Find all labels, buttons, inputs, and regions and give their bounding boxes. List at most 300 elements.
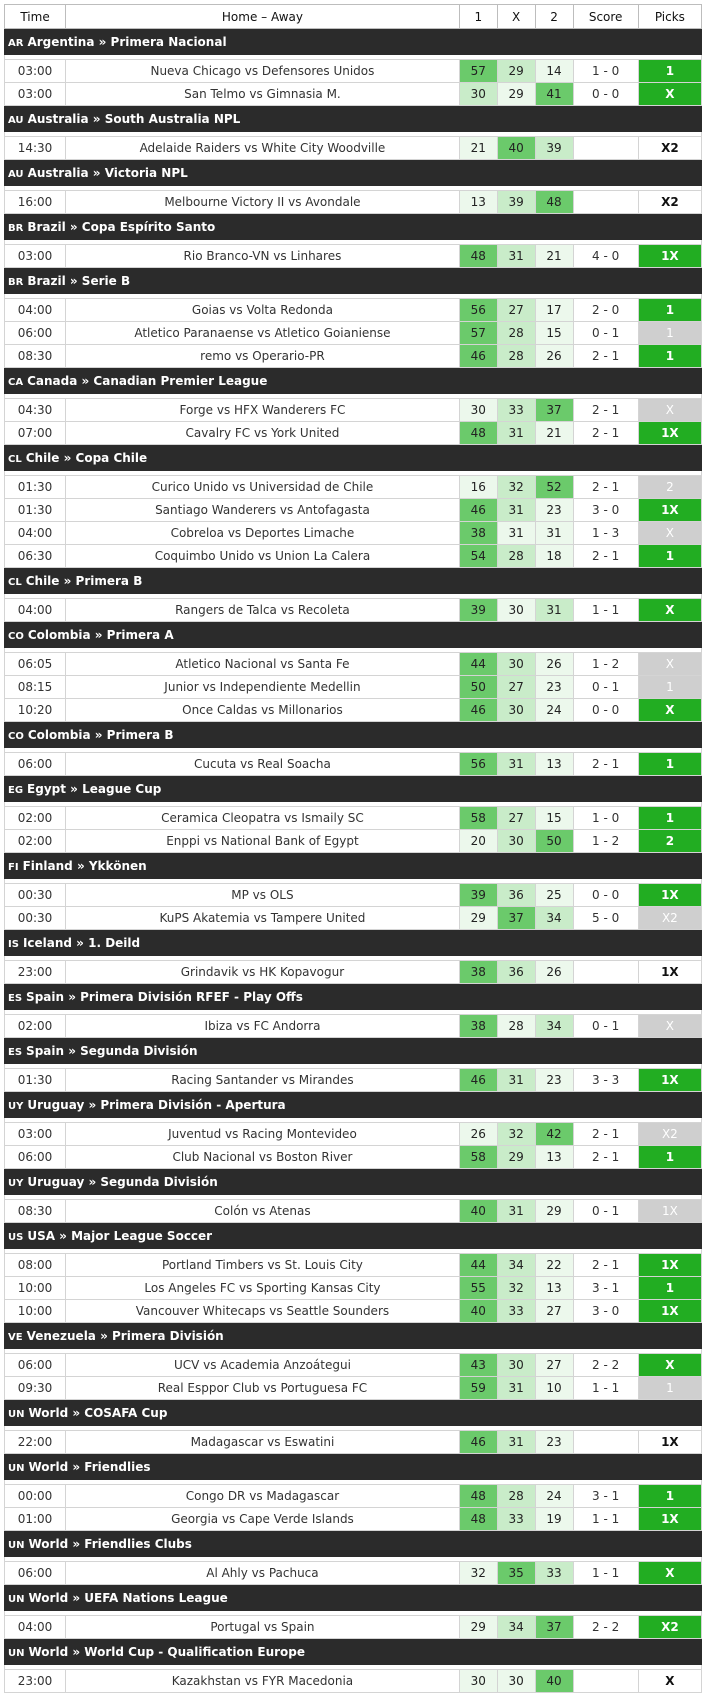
- home-win-probability: 48: [459, 1485, 497, 1508]
- home-win-probability: 50: [459, 676, 497, 699]
- match-time: 08:15: [5, 676, 66, 699]
- match-teams[interactable]: KuPS Akatemia vs Tampere United: [66, 907, 460, 930]
- league-header: [5, 160, 702, 186]
- league-header: [5, 853, 702, 879]
- country-code: UN: [8, 1539, 25, 1551]
- league-header: [5, 368, 702, 394]
- match-teams[interactable]: Rangers de Talca vs Recoleta: [66, 599, 460, 622]
- country-code: CO: [8, 630, 24, 642]
- match-row[interactable]: [5, 1123, 702, 1146]
- home-win-probability: 57: [459, 60, 497, 83]
- match-pick: X2: [638, 1616, 701, 1639]
- match-teams[interactable]: Santiago Wanderers vs Antofagasta: [66, 499, 460, 522]
- draw-probability: 31: [497, 1377, 535, 1400]
- match-teams[interactable]: Racing Santander vs Mirandes: [66, 1069, 460, 1092]
- match-score: 4 - 0: [573, 245, 638, 268]
- away-win-probability: 31: [535, 522, 573, 545]
- match-time: 00:30: [5, 907, 66, 930]
- home-win-probability: 46: [459, 1069, 497, 1092]
- match-row[interactable]: [5, 245, 702, 268]
- home-win-probability: 46: [459, 699, 497, 722]
- match-row[interactable]: [5, 476, 702, 499]
- league-header: [5, 776, 702, 802]
- match-teams[interactable]: Juventud vs Racing Montevideo: [66, 1123, 460, 1146]
- match-teams[interactable]: Los Angeles FC vs Sporting Kansas City: [66, 1277, 460, 1300]
- match-score: 2 - 1: [573, 545, 638, 568]
- league-header: [5, 106, 702, 132]
- match-score: 1 - 3: [573, 522, 638, 545]
- league-title-cell[interactable]: [5, 106, 702, 132]
- header-time[interactable]: Time: [5, 5, 66, 29]
- match-row[interactable]: [5, 1254, 702, 1277]
- home-win-probability: 48: [459, 245, 497, 268]
- draw-probability: 32: [497, 1277, 535, 1300]
- match-score: 2 - 1: [573, 1254, 638, 1277]
- draw-probability: 31: [497, 1069, 535, 1092]
- league-header: [5, 214, 702, 240]
- match-time: 23:00: [5, 1670, 66, 1693]
- home-win-probability: 43: [459, 1354, 497, 1377]
- match-teams[interactable]: Vancouver Whitecaps vs Seattle Sounders: [66, 1300, 460, 1323]
- match-teams[interactable]: Cavalry FC vs York United: [66, 422, 460, 445]
- match-row[interactable]: [5, 422, 702, 445]
- header-score[interactable]: Score: [573, 5, 638, 29]
- league-header: [5, 1400, 702, 1426]
- country-code: UY: [8, 1100, 24, 1112]
- match-teams[interactable]: Cobreloa vs Deportes Limache: [66, 522, 460, 545]
- match-time: 00:30: [5, 884, 66, 907]
- league-title-cell[interactable]: [5, 1223, 702, 1249]
- away-win-probability: 25: [535, 884, 573, 907]
- match-score: 1 - 0: [573, 807, 638, 830]
- match-teams[interactable]: Atletico Paranaense vs Atletico Goianiense: [66, 322, 460, 345]
- match-row[interactable]: [5, 1377, 702, 1400]
- away-win-probability: 37: [535, 399, 573, 422]
- match-score: 2 - 0: [573, 299, 638, 322]
- match-pick: 1: [638, 1377, 701, 1400]
- away-win-probability: 39: [535, 137, 573, 160]
- match-pick: X: [638, 599, 701, 622]
- header-picks[interactable]: Picks: [638, 5, 701, 29]
- match-row[interactable]: [5, 1277, 702, 1300]
- match-row[interactable]: [5, 807, 702, 830]
- home-win-probability: 13: [459, 191, 497, 214]
- match-row[interactable]: [5, 191, 702, 214]
- country-code: ES: [8, 1046, 23, 1058]
- away-win-probability: 33: [535, 1562, 573, 1585]
- league-header: [5, 984, 702, 1010]
- match-row[interactable]: [5, 1562, 702, 1585]
- league-title-cell[interactable]: [5, 1585, 702, 1611]
- away-win-probability: 29: [535, 1200, 573, 1223]
- match-row[interactable]: [5, 1015, 702, 1038]
- match-time: 03:00: [5, 245, 66, 268]
- match-teams[interactable]: MP vs OLS: [66, 884, 460, 907]
- home-win-probability: 56: [459, 753, 497, 776]
- match-time: 02:00: [5, 830, 66, 853]
- home-win-probability: 58: [459, 807, 497, 830]
- match-row[interactable]: [5, 83, 702, 106]
- match-score: [573, 191, 638, 214]
- match-teams[interactable]: Grindavik vs HK Kopavogur: [66, 961, 460, 984]
- home-win-probability: 16: [459, 476, 497, 499]
- draw-probability: 30: [497, 830, 535, 853]
- match-score: [573, 1670, 638, 1693]
- match-row[interactable]: [5, 1616, 702, 1639]
- home-win-probability: 30: [459, 399, 497, 422]
- match-row[interactable]: [5, 599, 702, 622]
- draw-probability: 28: [497, 322, 535, 345]
- match-row[interactable]: [5, 884, 702, 907]
- match-teams[interactable]: Real Esppor Club vs Portuguesa FC: [66, 1377, 460, 1400]
- match-row[interactable]: [5, 1200, 702, 1223]
- league-name: Colombia » Primera A: [27, 627, 174, 642]
- match-row[interactable]: [5, 345, 702, 368]
- league-name: Spain » Primera División RFEF - Play Offs: [26, 989, 303, 1004]
- draw-probability: 33: [497, 1300, 535, 1323]
- match-teams[interactable]: Cucuta vs Real Soacha: [66, 753, 460, 776]
- league-header: [5, 29, 702, 55]
- match-time: 06:00: [5, 322, 66, 345]
- match-teams[interactable]: Madagascar vs Eswatini: [66, 1431, 460, 1454]
- match-time: 04:00: [5, 522, 66, 545]
- league-title-cell[interactable]: [5, 1038, 702, 1064]
- match-row[interactable]: [5, 1354, 702, 1377]
- away-win-probability: 42: [535, 1123, 573, 1146]
- league-header: [5, 1454, 702, 1480]
- league-name: World » Friendlies Clubs: [28, 1536, 192, 1551]
- league-name: Brazil » Serie B: [27, 273, 131, 288]
- match-teams[interactable]: UCV vs Academia Anzoátegui: [66, 1354, 460, 1377]
- home-win-probability: 29: [459, 1616, 497, 1639]
- league-name: Egypt » League Cup: [27, 781, 162, 796]
- league-title-cell[interactable]: [5, 1323, 702, 1349]
- league-title-cell[interactable]: [5, 984, 702, 1010]
- match-pick: 1X: [638, 1200, 701, 1223]
- match-row[interactable]: [5, 1069, 702, 1092]
- match-teams[interactable]: Goias vs Volta Redonda: [66, 299, 460, 322]
- league-header: [5, 1169, 702, 1195]
- league-title-cell[interactable]: [5, 160, 702, 186]
- draw-probability: 30: [497, 1354, 535, 1377]
- draw-probability: 27: [497, 676, 535, 699]
- match-row[interactable]: [5, 137, 702, 160]
- match-teams[interactable]: Curico Unido vs Universidad de Chile: [66, 476, 460, 499]
- away-win-probability: 23: [535, 676, 573, 699]
- league-header: [5, 1092, 702, 1118]
- draw-probability: 31: [497, 1431, 535, 1454]
- match-score: 2 - 1: [573, 1146, 638, 1169]
- home-win-probability: 32: [459, 1562, 497, 1585]
- match-row[interactable]: [5, 1146, 702, 1169]
- match-pick: 1X: [638, 1300, 701, 1323]
- match-pick: X: [638, 1354, 701, 1377]
- league-title-cell[interactable]: [5, 1169, 702, 1195]
- header-home-win[interactable]: 1: [459, 5, 497, 29]
- away-win-probability: 23: [535, 1069, 573, 1092]
- away-win-probability: 27: [535, 1354, 573, 1377]
- league-title-cell[interactable]: [5, 214, 702, 240]
- draw-probability: 31: [497, 522, 535, 545]
- match-time: 10:00: [5, 1277, 66, 1300]
- country-code: EG: [8, 784, 24, 796]
- match-teams[interactable]: Colón vs Atenas: [66, 1200, 460, 1223]
- match-score: 1 - 1: [573, 599, 638, 622]
- match-pick: X2: [638, 191, 701, 214]
- match-pick: 1: [638, 676, 701, 699]
- header-teams[interactable]: Home – Away: [66, 5, 460, 29]
- home-win-probability: 26: [459, 1123, 497, 1146]
- match-score: 1 - 2: [573, 830, 638, 853]
- country-code: VE: [8, 1331, 23, 1343]
- match-pick: 1: [638, 1485, 701, 1508]
- match-time: 10:00: [5, 1300, 66, 1323]
- match-row[interactable]: [5, 1670, 702, 1693]
- match-row[interactable]: [5, 1485, 702, 1508]
- league-title-cell[interactable]: [5, 1092, 702, 1118]
- match-teams[interactable]: Forge vs HFX Wanderers FC: [66, 399, 460, 422]
- away-win-probability: 19: [535, 1508, 573, 1531]
- match-score: 2 - 1: [573, 345, 638, 368]
- match-row[interactable]: [5, 753, 702, 776]
- league-title-cell[interactable]: [5, 268, 702, 294]
- match-row[interactable]: [5, 1300, 702, 1323]
- league-name: Colombia » Primera B: [27, 727, 174, 742]
- match-time: 03:00: [5, 1123, 66, 1146]
- league-header: [5, 622, 702, 648]
- match-row[interactable]: [5, 1431, 702, 1454]
- match-row[interactable]: [5, 299, 702, 322]
- match-time: 01:30: [5, 499, 66, 522]
- home-win-probability: 58: [459, 1146, 497, 1169]
- league-title-cell[interactable]: [5, 930, 702, 956]
- home-win-probability: 30: [459, 1670, 497, 1693]
- league-title-cell[interactable]: [5, 568, 702, 594]
- match-score: 2 - 1: [573, 1123, 638, 1146]
- match-row[interactable]: [5, 676, 702, 699]
- draw-probability: 31: [497, 1200, 535, 1223]
- match-teams[interactable]: Melbourne Victory II vs Avondale: [66, 191, 460, 214]
- country-code: CA: [8, 376, 24, 388]
- league-name: Australia » South Australia NPL: [27, 111, 241, 126]
- match-row[interactable]: [5, 961, 702, 984]
- home-win-probability: 48: [459, 1508, 497, 1531]
- match-time: 03:00: [5, 83, 66, 106]
- league-header: [5, 268, 702, 294]
- match-teams[interactable]: Kazakhstan vs FYR Macedonia: [66, 1670, 460, 1693]
- match-score: 1 - 1: [573, 1508, 638, 1531]
- away-win-probability: 14: [535, 60, 573, 83]
- match-teams[interactable]: Junior vs Independiente Medellin: [66, 676, 460, 699]
- match-row[interactable]: [5, 545, 702, 568]
- predictions-table-wrapper: [4, 4, 702, 1693]
- match-teams[interactable]: Georgia vs Cape Verde Islands: [66, 1508, 460, 1531]
- draw-probability: 37: [497, 907, 535, 930]
- home-win-probability: 40: [459, 1200, 497, 1223]
- match-row[interactable]: [5, 499, 702, 522]
- country-code: CO: [8, 730, 24, 742]
- match-score: [573, 1431, 638, 1454]
- match-teams[interactable]: Portugal vs Spain: [66, 1616, 460, 1639]
- match-teams[interactable]: Atletico Nacional vs Santa Fe: [66, 653, 460, 676]
- league-title-cell[interactable]: [5, 1639, 702, 1665]
- home-win-probability: 39: [459, 599, 497, 622]
- league-title-cell[interactable]: [5, 29, 702, 55]
- league-title-cell[interactable]: [5, 1400, 702, 1426]
- home-win-probability: 39: [459, 884, 497, 907]
- match-teams[interactable]: Ceramica Cleopatra vs Ismaily SC: [66, 807, 460, 830]
- match-pick: 2: [638, 476, 701, 499]
- match-pick: 1: [638, 60, 701, 83]
- away-win-probability: 26: [535, 345, 573, 368]
- match-pick: X: [638, 653, 701, 676]
- home-win-probability: 30: [459, 83, 497, 106]
- league-title-cell[interactable]: [5, 722, 702, 748]
- match-score: 3 - 0: [573, 499, 638, 522]
- match-score: 1 - 1: [573, 1377, 638, 1400]
- draw-probability: 39: [497, 191, 535, 214]
- league-name: Finland » Ykkönen: [22, 858, 147, 873]
- match-pick: X2: [638, 1123, 701, 1146]
- draw-probability: 31: [497, 245, 535, 268]
- match-teams[interactable]: Rio Branco-VN vs Linhares: [66, 245, 460, 268]
- match-row[interactable]: [5, 830, 702, 853]
- match-time: 02:00: [5, 807, 66, 830]
- home-win-probability: 55: [459, 1277, 497, 1300]
- match-time: 06:00: [5, 1146, 66, 1169]
- match-time: 16:00: [5, 191, 66, 214]
- home-win-probability: 38: [459, 522, 497, 545]
- league-name: Brazil » Copa Espírito Santo: [27, 219, 216, 234]
- match-pick: 1: [638, 753, 701, 776]
- match-row[interactable]: [5, 699, 702, 722]
- match-score: 0 - 1: [573, 1015, 638, 1038]
- home-win-probability: 38: [459, 1015, 497, 1038]
- match-pick: 1: [638, 1277, 701, 1300]
- league-header: [5, 1585, 702, 1611]
- match-pick: X: [638, 699, 701, 722]
- header-away-win[interactable]: 2: [535, 5, 573, 29]
- league-title-cell[interactable]: [5, 1454, 702, 1480]
- league-title-cell[interactable]: [5, 622, 702, 648]
- table-header: [5, 5, 702, 29]
- home-win-probability: 46: [459, 1431, 497, 1454]
- match-score: 1 - 0: [573, 60, 638, 83]
- match-score: [573, 961, 638, 984]
- match-pick: X2: [638, 137, 701, 160]
- match-teams[interactable]: Ibiza vs FC Andorra: [66, 1015, 460, 1038]
- league-title-cell[interactable]: [5, 776, 702, 802]
- match-score: 2 - 2: [573, 1616, 638, 1639]
- home-win-probability: 21: [459, 137, 497, 160]
- away-win-probability: 48: [535, 191, 573, 214]
- away-win-probability: 34: [535, 1015, 573, 1038]
- match-teams[interactable]: Portland Timbers vs St. Louis City: [66, 1254, 460, 1277]
- match-time: 08:30: [5, 1200, 66, 1223]
- away-win-probability: 26: [535, 961, 573, 984]
- draw-probability: 30: [497, 653, 535, 676]
- match-teams[interactable]: Nueva Chicago vs Defensores Unidos: [66, 60, 460, 83]
- match-teams[interactable]: Enppi vs National Bank of Egypt: [66, 830, 460, 853]
- league-name: Argentina » Primera Nacional: [27, 34, 227, 49]
- away-win-probability: 21: [535, 422, 573, 445]
- match-time: 03:00: [5, 60, 66, 83]
- match-score: 3 - 0: [573, 1300, 638, 1323]
- draw-probability: 27: [497, 299, 535, 322]
- match-score: 0 - 1: [573, 676, 638, 699]
- match-row[interactable]: [5, 653, 702, 676]
- match-score: 5 - 0: [573, 907, 638, 930]
- match-score: 3 - 1: [573, 1485, 638, 1508]
- match-time: 23:00: [5, 961, 66, 984]
- match-teams[interactable]: San Telmo vs Gimnasia M.: [66, 83, 460, 106]
- league-title-cell[interactable]: [5, 445, 702, 471]
- home-win-probability: 29: [459, 907, 497, 930]
- match-score: 0 - 0: [573, 884, 638, 907]
- draw-probability: 40: [497, 137, 535, 160]
- match-row[interactable]: [5, 1508, 702, 1531]
- match-row[interactable]: [5, 522, 702, 545]
- country-code: ES: [8, 992, 23, 1004]
- country-code: BR: [8, 276, 24, 288]
- home-win-probability: 57: [459, 322, 497, 345]
- match-pick: 1X: [638, 884, 701, 907]
- league-name: Spain » Segunda División: [26, 1043, 198, 1058]
- match-pick: X: [638, 1562, 701, 1585]
- match-pick: 1X: [638, 245, 701, 268]
- match-pick: 1X: [638, 1069, 701, 1092]
- league-title-cell[interactable]: [5, 1531, 702, 1557]
- match-time: 08:00: [5, 1254, 66, 1277]
- match-time: 06:05: [5, 653, 66, 676]
- match-pick: 2: [638, 830, 701, 853]
- match-pick: 1X: [638, 422, 701, 445]
- home-win-probability: 46: [459, 345, 497, 368]
- match-teams[interactable]: remo vs Operario-PR: [66, 345, 460, 368]
- match-teams[interactable]: Once Caldas vs Millonarios: [66, 699, 460, 722]
- match-score: [573, 137, 638, 160]
- match-row[interactable]: [5, 322, 702, 345]
- match-row[interactable]: [5, 399, 702, 422]
- match-teams[interactable]: Congo DR vs Madagascar: [66, 1485, 460, 1508]
- draw-probability: 32: [497, 476, 535, 499]
- draw-probability: 28: [497, 1015, 535, 1038]
- match-pick: X: [638, 1670, 701, 1693]
- draw-probability: 33: [497, 399, 535, 422]
- match-row[interactable]: [5, 907, 702, 930]
- match-teams[interactable]: Coquimbo Unido vs Union La Calera: [66, 545, 460, 568]
- match-teams[interactable]: Adelaide Raiders vs White City Woodville: [66, 137, 460, 160]
- league-title-cell[interactable]: [5, 853, 702, 879]
- draw-probability: 36: [497, 961, 535, 984]
- away-win-probability: 40: [535, 1670, 573, 1693]
- match-teams[interactable]: Club Nacional vs Boston River: [66, 1146, 460, 1169]
- home-win-probability: 59: [459, 1377, 497, 1400]
- table-body: [5, 29, 702, 1693]
- country-code: UN: [8, 1647, 25, 1659]
- match-row[interactable]: [5, 60, 702, 83]
- header-draw[interactable]: X: [497, 5, 535, 29]
- match-time: 04:00: [5, 599, 66, 622]
- league-title-cell[interactable]: [5, 368, 702, 394]
- league-name: Canada » Canadian Premier League: [27, 373, 268, 388]
- draw-probability: 29: [497, 83, 535, 106]
- match-score: 1 - 2: [573, 653, 638, 676]
- match-teams[interactable]: Al Ahly vs Pachuca: [66, 1562, 460, 1585]
- match-time: 06:00: [5, 1562, 66, 1585]
- match-pick: 1X: [638, 1508, 701, 1531]
- match-pick: X2: [638, 907, 701, 930]
